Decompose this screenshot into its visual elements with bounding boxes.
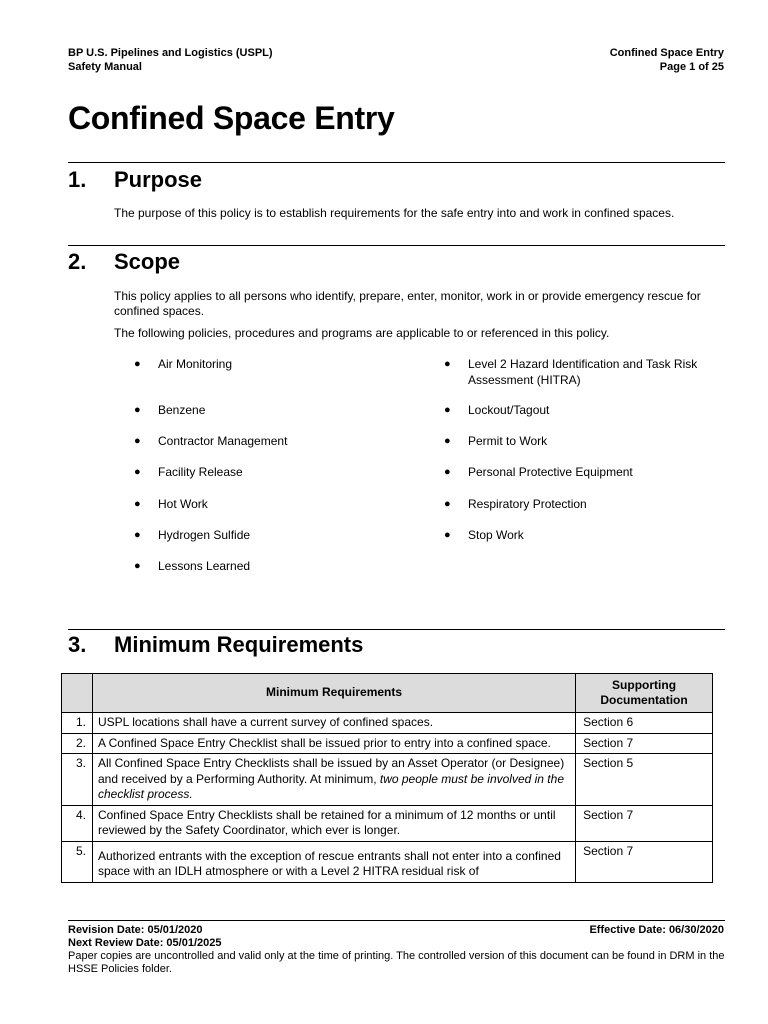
list-item: Benzene — [158, 403, 206, 417]
section-title-purpose: Purpose — [114, 167, 203, 192]
row-number: 3. — [62, 754, 93, 806]
effective-date: Effective Date: 06/30/2020 — [589, 924, 724, 936]
bullet-icon: ● — [134, 358, 141, 370]
section-number: 3. — [68, 632, 87, 657]
purpose-text: The purpose of this policy is to establish requirements for the safe entry into and work in confined spaces. — [114, 206, 675, 220]
table-row — [62, 713, 713, 734]
row-number: 2. — [62, 733, 93, 754]
list-item: Lessons Learned — [158, 559, 251, 573]
table-row — [62, 805, 713, 841]
bullet-icon: ● — [444, 529, 451, 541]
list-item: Stop Work — [468, 528, 524, 542]
next-review-date: Next Review Date: 05/01/2025 — [68, 937, 222, 949]
row-requirement — [92, 754, 575, 806]
row-supporting: Section 7 — [576, 733, 713, 754]
company-name: BP U.S. Pipelines and Logistics (USPL) — [68, 47, 273, 59]
table-header-number — [62, 674, 93, 713]
table-header-row — [62, 674, 713, 713]
header-left — [68, 46, 273, 74]
bullet-icon: ● — [444, 466, 451, 478]
bullet-icon: ● — [134, 529, 141, 541]
row-supporting: Section 5 — [576, 754, 713, 806]
row-supporting: Section 7 — [576, 841, 713, 882]
table-row — [62, 733, 713, 754]
bullet-icon: ● — [134, 560, 141, 572]
bullet-icon: ● — [444, 404, 451, 416]
requirements-table — [61, 673, 713, 883]
row-number: 4. — [62, 805, 93, 841]
list-item: Permit to Work — [468, 434, 548, 448]
row-supporting: Section 6 — [576, 713, 713, 734]
document-name: Confined Space Entry — [609, 47, 724, 59]
table-header-supporting: Supporting Documentation — [576, 674, 713, 713]
list-item: Contractor Management — [158, 434, 288, 448]
scope-text-references: The following policies, procedures and programs are applicable to or referenced in this policy. — [114, 326, 610, 340]
list-item: Lockout/Tagout — [468, 403, 550, 417]
row-number: 5. — [62, 841, 93, 882]
list-item: Personal Protective Equipment — [468, 465, 633, 479]
footer-disclaimer: Paper copies are uncontrolled and valid only at the time of printing. The controlled version of this document can be found in DRM in the HSSE Policies folder. — [68, 950, 725, 975]
page-title: Confined Space Entry — [68, 100, 395, 136]
manual-name: Safety Manual — [68, 61, 142, 73]
row-requirement: USPL locations shall have a current survey of confined spaces. — [92, 713, 575, 734]
page-number: Page 1 of 25 — [659, 61, 724, 73]
requirement-text: All Confined Space Entry Checklists shall be issued by an Asset Operator (or Designee) and received by a Performing Authority. At minimum, — [97, 756, 565, 786]
table-header-requirements: Minimum Requirements — [92, 674, 575, 713]
section-number: 2. — [68, 249, 87, 274]
bullet-icon: ● — [134, 498, 141, 510]
list-item: Level 2 Hazard Identification and Task Risk Assessment (HITRA) — [468, 357, 698, 387]
section-title-requirements: Minimum Requirements — [114, 632, 364, 657]
footer-divider — [68, 920, 725, 921]
list-item: Respiratory Protection — [468, 497, 587, 511]
bullet-icon: ● — [134, 435, 141, 447]
list-item: Hydrogen Sulfide — [158, 528, 251, 542]
list-item: Facility Release — [158, 465, 243, 479]
row-requirement: Authorized entrants with the exception of rescue entrants shall not enter into a confined space with an IDLH atmosphere or with a Level 2 HITRA residual risk of — [92, 841, 575, 882]
revision-date: Revision Date: 05/01/2020 — [68, 924, 203, 936]
section-divider — [68, 162, 725, 163]
section-divider — [68, 629, 725, 630]
row-requirement: A Confined Space Entry Checklist shall be issued prior to entry into a confined space. — [92, 733, 575, 754]
bullet-icon: ● — [134, 404, 141, 416]
section-number: 1. — [68, 167, 87, 192]
row-requirement: Confined Space Entry Checklists shall be retained for a minimum of 12 months or until reviewed by the Safety Coordinator, which ever is longer. — [92, 805, 575, 841]
bullet-icon: ● — [444, 358, 451, 370]
bullet-icon: ● — [444, 498, 451, 510]
bullet-icon: ● — [444, 435, 451, 447]
row-number: 1. — [62, 713, 93, 734]
requirement-emphasis: two people must be involved in the checklist process. — [97, 771, 564, 801]
table-row — [62, 754, 713, 806]
bullet-icon: ● — [134, 466, 141, 478]
section-divider — [68, 245, 725, 246]
list-item: Air Monitoring — [158, 357, 233, 371]
row-supporting: Section 7 — [576, 805, 713, 841]
scope-text: This policy applies to all persons who identify, prepare, enter, monitor, work in or provide emergency rescue for confined spaces. — [114, 289, 701, 318]
list-item: Hot Work — [158, 497, 208, 511]
header-right — [610, 46, 724, 74]
section-title-scope: Scope — [114, 249, 181, 274]
table-row — [62, 841, 713, 882]
